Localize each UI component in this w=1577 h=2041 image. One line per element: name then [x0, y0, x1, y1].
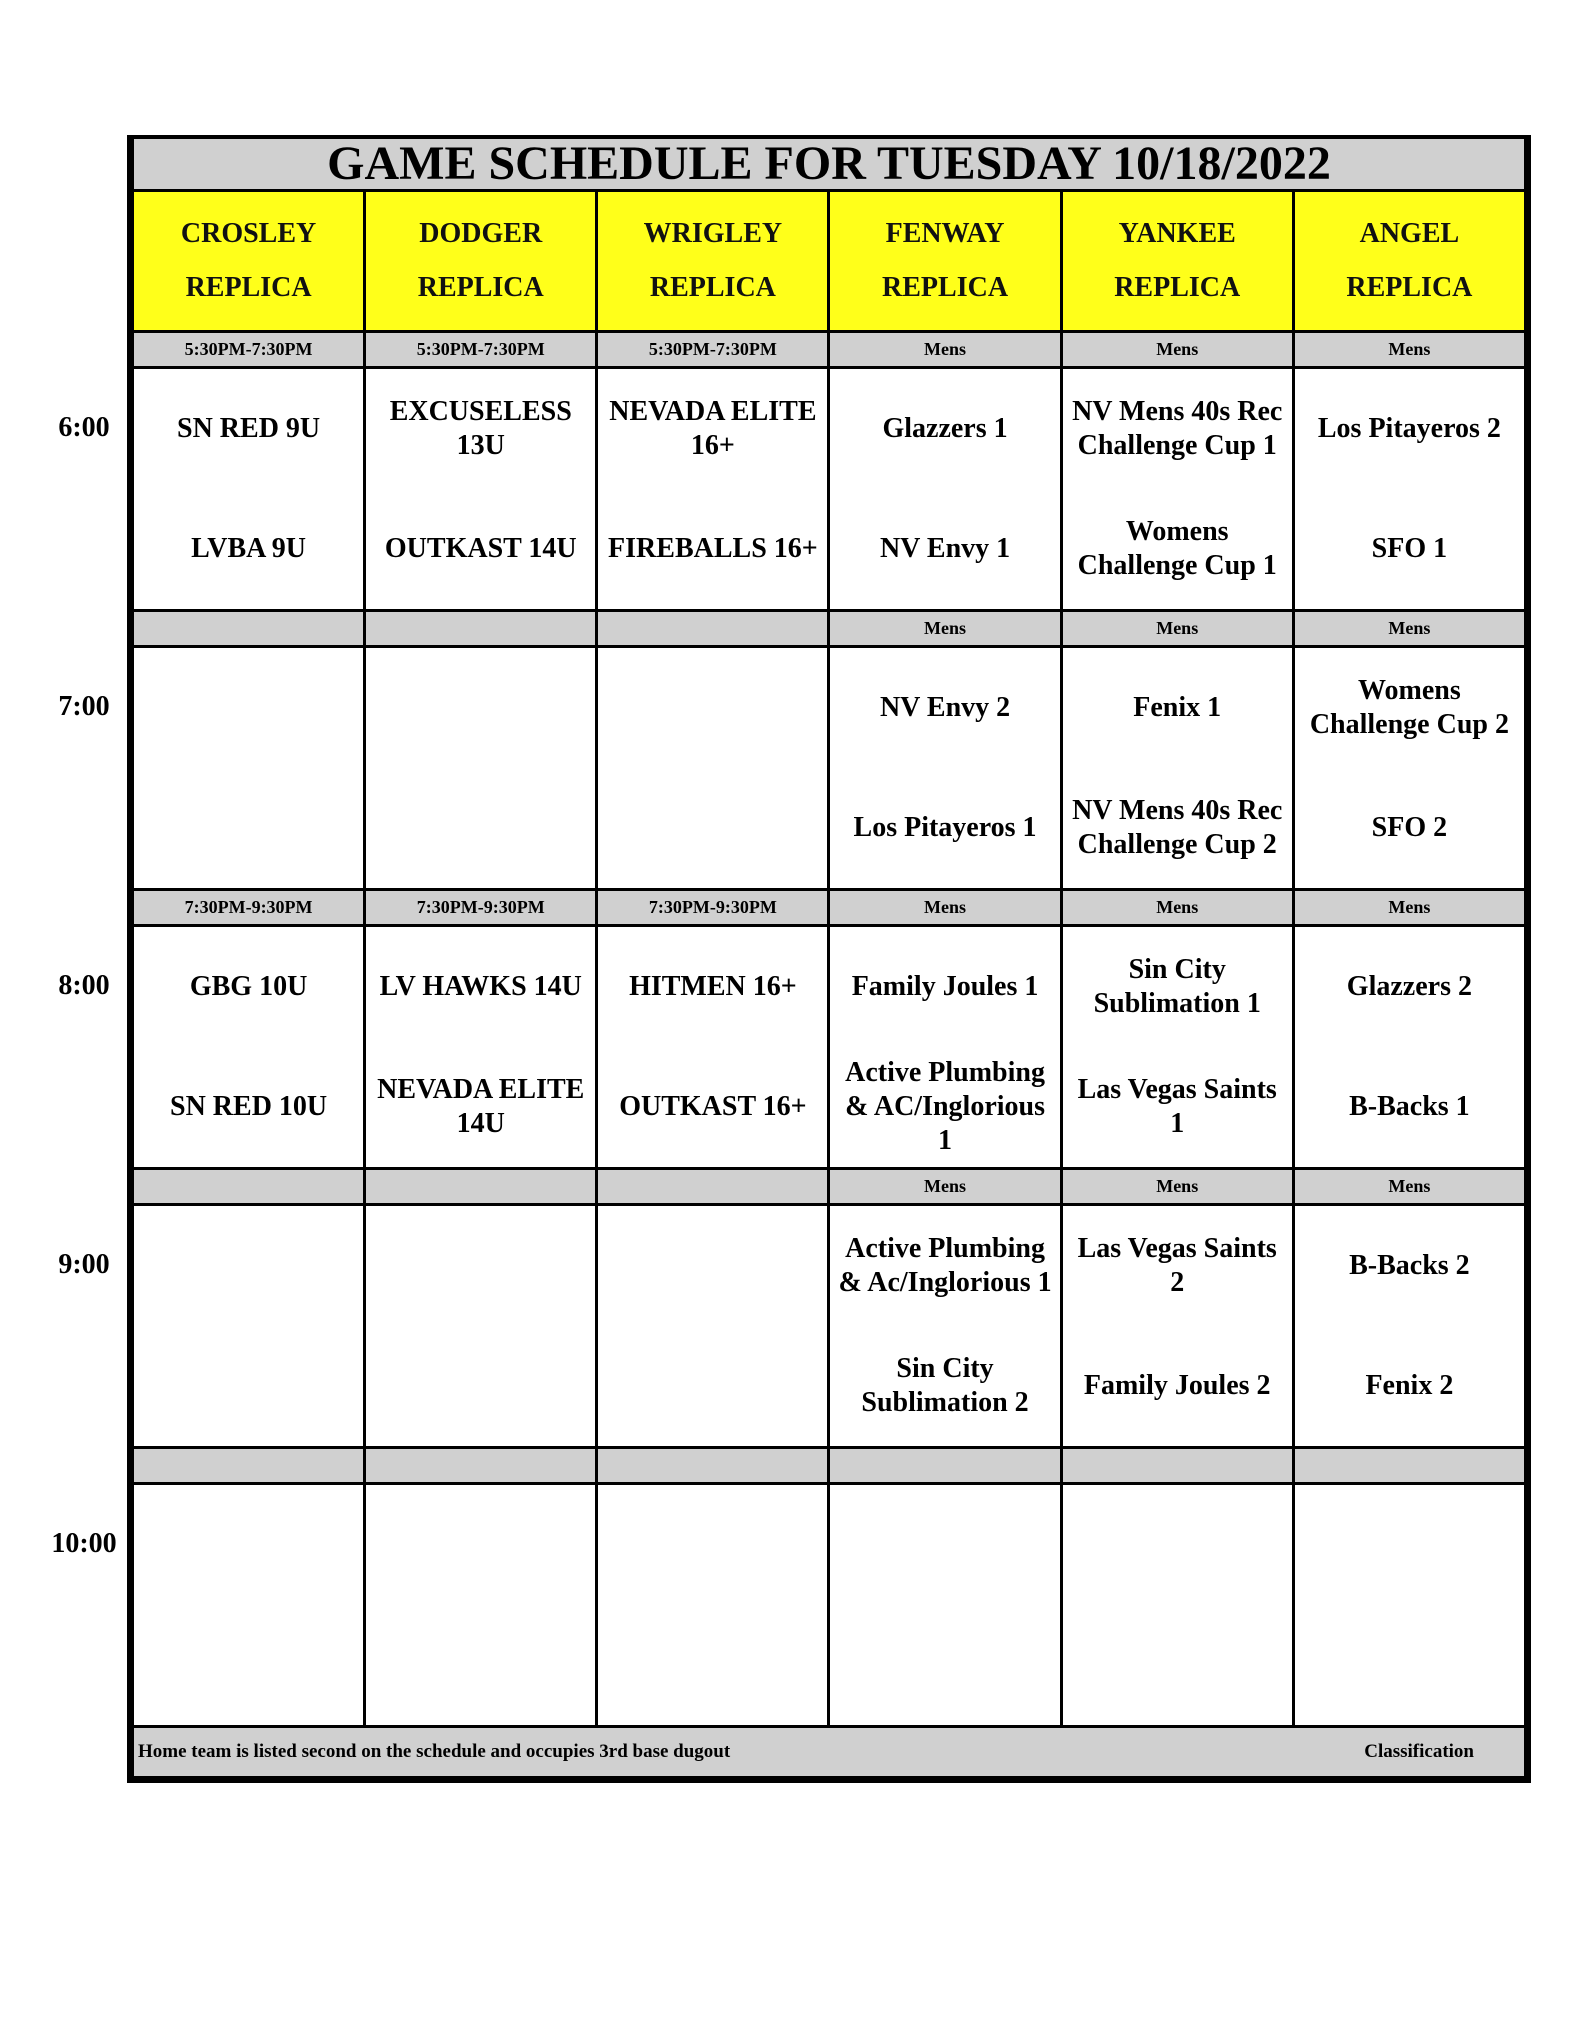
slot-label: 5:30PM-7:30PM — [597, 332, 829, 368]
away-team — [134, 1485, 363, 1605]
away-team: EXCUSELESS 13U — [389, 396, 572, 461]
away-team: Womens Challenge Cup 2 — [1309, 675, 1509, 740]
field-type: REPLICA — [185, 272, 312, 303]
away-team — [598, 1485, 827, 1605]
slot-label — [133, 611, 365, 647]
game-cell — [829, 368, 1061, 611]
away-team — [1295, 1485, 1524, 1605]
away-team: Glazzers 1 — [882, 413, 1008, 444]
slot-label: Mens — [1061, 1169, 1293, 1205]
slot-label: Mens — [1061, 890, 1293, 926]
away-team — [134, 1206, 363, 1326]
home-team: Fenix 2 — [1365, 1370, 1454, 1401]
field-type: REPLICA — [882, 272, 1009, 303]
time-label: 7:00 — [58, 691, 110, 723]
field-name: DODGER — [419, 218, 543, 249]
field-type: REPLICA — [1346, 272, 1473, 303]
field-name: ANGEL — [1359, 218, 1460, 249]
home-team: NEVADA ELITE 14U — [377, 1074, 585, 1139]
page-title: GAME SCHEDULE FOR TUESDAY 10/18/2022 — [133, 139, 1526, 191]
slot-label — [597, 611, 829, 647]
game-row — [133, 647, 1526, 890]
game-cell — [597, 926, 829, 1169]
home-team — [1295, 1605, 1524, 1725]
slot-label: Mens — [829, 611, 1061, 647]
game-row — [133, 1484, 1526, 1727]
game-cell — [133, 647, 365, 890]
away-team — [366, 648, 595, 768]
game-cell — [597, 1484, 829, 1727]
slot-label — [365, 611, 597, 647]
slot-label — [1293, 1448, 1525, 1484]
classification-legend: Classification — [1364, 1741, 1474, 1762]
slot-label: 7:30PM-9:30PM — [133, 890, 365, 926]
away-team: Los Pitayeros 2 — [1317, 413, 1501, 444]
game-cell — [829, 926, 1061, 1169]
game-row — [133, 1205, 1526, 1448]
home-team — [830, 1605, 1059, 1725]
slot-row — [133, 611, 1526, 647]
field-header — [829, 191, 1061, 332]
slot-label — [1061, 1448, 1293, 1484]
away-team: Family Joules 1 — [851, 971, 1039, 1002]
game-cell — [829, 1205, 1061, 1448]
game-cell — [1061, 368, 1293, 611]
away-team: Sin City Sublimation 1 — [1093, 954, 1261, 1019]
home-team: SFO 1 — [1371, 533, 1448, 564]
slot-label: Mens — [1293, 890, 1525, 926]
slot-label: 5:30PM-7:30PM — [133, 332, 365, 368]
home-team: Family Joules 2 — [1083, 1370, 1271, 1401]
game-cell — [1061, 926, 1293, 1169]
game-cell — [365, 926, 597, 1169]
time-label: 6:00 — [58, 412, 110, 444]
slot-label: Mens — [1061, 611, 1293, 647]
away-team: Las Vegas Saints 2 — [1077, 1233, 1277, 1298]
game-cell — [1293, 368, 1525, 611]
home-team: FIREBALLS 16+ — [608, 533, 818, 564]
home-team: LVBA 9U — [191, 533, 307, 564]
home-team — [598, 1605, 827, 1725]
home-team — [134, 1326, 363, 1446]
slot-label — [597, 1448, 829, 1484]
game-row — [133, 926, 1526, 1169]
field-header — [133, 191, 365, 332]
away-team: LV HAWKS 14U — [379, 971, 582, 1002]
game-cell — [365, 647, 597, 890]
game-cell — [597, 647, 829, 890]
game-cell — [133, 368, 365, 611]
home-team — [1063, 1605, 1292, 1725]
away-team: Active Plumbing & Ac/Inglorious 1 — [838, 1233, 1052, 1298]
slot-label: Mens — [829, 890, 1061, 926]
game-cell — [1061, 647, 1293, 890]
field-type: REPLICA — [1114, 272, 1241, 303]
game-cell — [597, 1205, 829, 1448]
away-team: SN RED 9U — [177, 413, 321, 444]
slot-label: Mens — [1293, 1169, 1525, 1205]
away-team: GBG 10U — [189, 971, 308, 1002]
game-cell — [829, 1484, 1061, 1727]
slot-row — [133, 890, 1526, 926]
slot-label — [365, 1169, 597, 1205]
slot-label: Mens — [829, 332, 1061, 368]
home-team: NV Mens 40s Rec Challenge Cup 2 — [1072, 795, 1283, 860]
slot-label — [133, 1169, 365, 1205]
home-team: SN RED 10U — [170, 1091, 328, 1122]
away-team — [366, 1485, 595, 1605]
away-team: HITMEN 16+ — [629, 971, 797, 1002]
away-team — [830, 1485, 1059, 1605]
schedule-table — [127, 135, 1531, 1783]
away-team: B-Backs 2 — [1349, 1250, 1470, 1281]
footer — [133, 1727, 1526, 1778]
home-team: Womens Challenge Cup 1 — [1077, 516, 1277, 581]
home-team — [366, 1326, 595, 1446]
home-team: B-Backs 1 — [1349, 1091, 1470, 1122]
home-team: Las Vegas Saints 1 — [1077, 1074, 1277, 1139]
away-team — [598, 648, 827, 768]
game-cell — [1293, 647, 1525, 890]
slot-row — [133, 332, 1526, 368]
home-team: NV Envy 1 — [879, 533, 1011, 564]
away-team — [366, 1206, 595, 1326]
game-cell — [365, 1205, 597, 1448]
game-cell — [829, 647, 1061, 890]
home-team: SFO 2 — [1371, 812, 1448, 843]
home-team — [366, 768, 595, 888]
game-cell — [133, 1205, 365, 1448]
slot-label: 7:30PM-9:30PM — [365, 890, 597, 926]
time-label: 10:00 — [51, 1528, 117, 1560]
game-row — [133, 368, 1526, 611]
field-header — [1061, 191, 1293, 332]
game-cell — [597, 368, 829, 611]
home-team-note: Home team is listed second on the schedule and occupies 3rd base dugout — [138, 1741, 731, 1762]
away-team — [134, 648, 363, 768]
slot-label: Mens — [1293, 611, 1525, 647]
field-name: FENWAY — [885, 218, 1005, 249]
home-team: Sin City Sublimation 2 — [861, 1353, 1029, 1418]
game-cell — [133, 926, 365, 1169]
field-type: REPLICA — [649, 272, 776, 303]
field-header — [1293, 191, 1525, 332]
field-name: CROSLEY — [180, 218, 317, 249]
slot-label: Mens — [1293, 332, 1525, 368]
home-team — [598, 768, 827, 888]
away-team — [1063, 1485, 1292, 1605]
game-cell — [365, 1484, 597, 1727]
time-label: 9:00 — [58, 1249, 110, 1281]
game-cell — [1293, 1205, 1525, 1448]
away-team: NV Mens 40s Rec Challenge Cup 1 — [1072, 396, 1283, 461]
home-team — [598, 1326, 827, 1446]
slot-label — [829, 1448, 1061, 1484]
slot-label: Mens — [829, 1169, 1061, 1205]
away-team: NEVADA ELITE 16+ — [609, 396, 817, 461]
home-team: Los Pitayeros 1 — [853, 812, 1037, 843]
home-team: OUTKAST 16+ — [619, 1091, 807, 1122]
field-name: YANKEE — [1118, 218, 1236, 249]
away-team: NV Envy 2 — [879, 692, 1011, 723]
slot-label — [365, 1448, 597, 1484]
field-header — [597, 191, 829, 332]
slot-label — [597, 1169, 829, 1205]
home-team — [366, 1605, 595, 1725]
home-team: OUTKAST 14U — [384, 533, 577, 564]
away-team: Fenix 1 — [1133, 692, 1222, 723]
field-name: WRIGLEY — [643, 218, 783, 249]
game-cell — [1061, 1484, 1293, 1727]
game-cell — [133, 1484, 365, 1727]
field-type: REPLICA — [417, 272, 544, 303]
home-team: Active Plumbing & AC/Inglorious 1 — [845, 1057, 1046, 1156]
home-team — [134, 768, 363, 888]
field-header — [365, 191, 597, 332]
home-team — [134, 1605, 363, 1725]
slot-row — [133, 1448, 1526, 1484]
away-team: Glazzers 2 — [1346, 971, 1472, 1002]
game-cell — [1293, 926, 1525, 1169]
game-cell — [365, 368, 597, 611]
slot-label: Mens — [1061, 332, 1293, 368]
slot-label: 7:30PM-9:30PM — [597, 890, 829, 926]
slot-row — [133, 1169, 1526, 1205]
game-cell — [1293, 1484, 1525, 1727]
slot-label — [133, 1448, 365, 1484]
away-team — [598, 1206, 827, 1326]
time-label: 8:00 — [58, 970, 110, 1002]
slot-label: 5:30PM-7:30PM — [365, 332, 597, 368]
game-cell — [1061, 1205, 1293, 1448]
